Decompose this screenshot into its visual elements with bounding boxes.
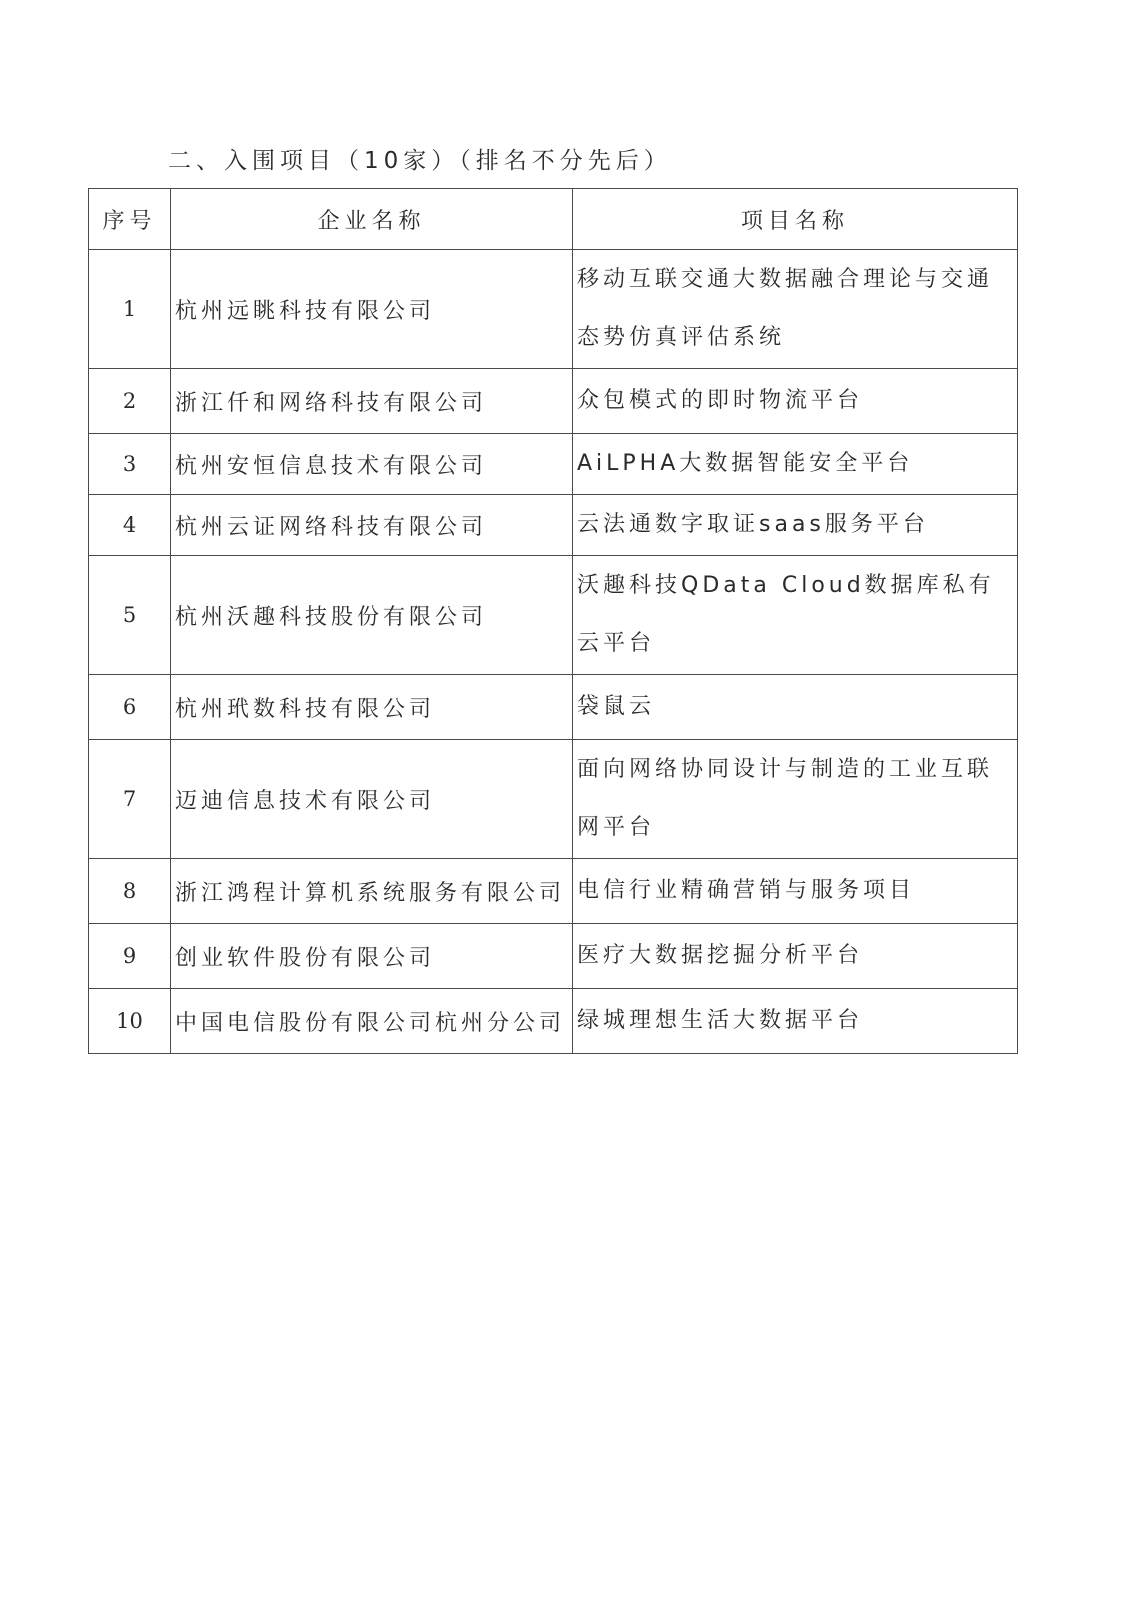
row-company: 浙江仟和网络科技有限公司 [171, 369, 573, 434]
row-seq: 6 [89, 675, 171, 740]
table-row [89, 556, 1018, 675]
row-project: AiLPHA大数据智能安全平台 [573, 434, 1018, 495]
row-project: 电信行业精确营销与服务项目 [573, 859, 1018, 924]
table-row [89, 250, 1018, 369]
row-seq: 7 [89, 740, 171, 859]
row-project: 面向网络协同设计与制造的工业互联网平台 [573, 740, 1018, 859]
table-header-row [89, 189, 1018, 250]
row-seq: 10 [89, 989, 171, 1054]
row-company: 中国电信股份有限公司杭州分公司 [171, 989, 573, 1054]
row-company: 杭州云证网络科技有限公司 [171, 495, 573, 556]
table-row [89, 369, 1018, 434]
row-company: 创业软件股份有限公司 [171, 924, 573, 989]
table-row [89, 859, 1018, 924]
table-row [89, 675, 1018, 740]
row-seq: 4 [89, 495, 171, 556]
header-company: 企业名称 [171, 189, 573, 250]
row-company: 浙江鸿程计算机系统服务有限公司 [171, 859, 573, 924]
row-seq: 2 [89, 369, 171, 434]
row-project: 绿城理想生活大数据平台 [573, 989, 1018, 1054]
row-project: 云法通数字取证saas服务平台 [573, 495, 1018, 556]
row-project: 众包模式的即时物流平台 [573, 369, 1018, 434]
table-row [89, 434, 1018, 495]
row-seq: 9 [89, 924, 171, 989]
table-row [89, 924, 1018, 989]
row-seq: 8 [89, 859, 171, 924]
row-company: 迈迪信息技术有限公司 [171, 740, 573, 859]
section-heading: 二、入围项目（10家）（排名不分先后） [168, 148, 672, 174]
row-seq: 3 [89, 434, 171, 495]
table-row [89, 495, 1018, 556]
row-seq: 5 [89, 556, 171, 675]
row-company: 杭州沃趣科技股份有限公司 [171, 556, 573, 675]
table-row [89, 989, 1018, 1054]
row-company: 杭州远眺科技有限公司 [171, 250, 573, 369]
row-company: 杭州安恒信息技术有限公司 [171, 434, 573, 495]
row-company: 杭州玳数科技有限公司 [171, 675, 573, 740]
row-project: 医疗大数据挖掘分析平台 [573, 924, 1018, 989]
header-seq: 序号 [89, 189, 171, 250]
row-project: 移动互联交通大数据融合理论与交通态势仿真评估系统 [573, 250, 1018, 369]
row-project: 沃趣科技QData Cloud数据库私有云平台 [573, 556, 1018, 675]
finalist-table [88, 188, 1018, 1054]
row-project: 袋鼠云 [573, 675, 1018, 740]
table-row [89, 740, 1018, 859]
row-seq: 1 [89, 250, 171, 369]
header-project: 项目名称 [573, 189, 1018, 250]
